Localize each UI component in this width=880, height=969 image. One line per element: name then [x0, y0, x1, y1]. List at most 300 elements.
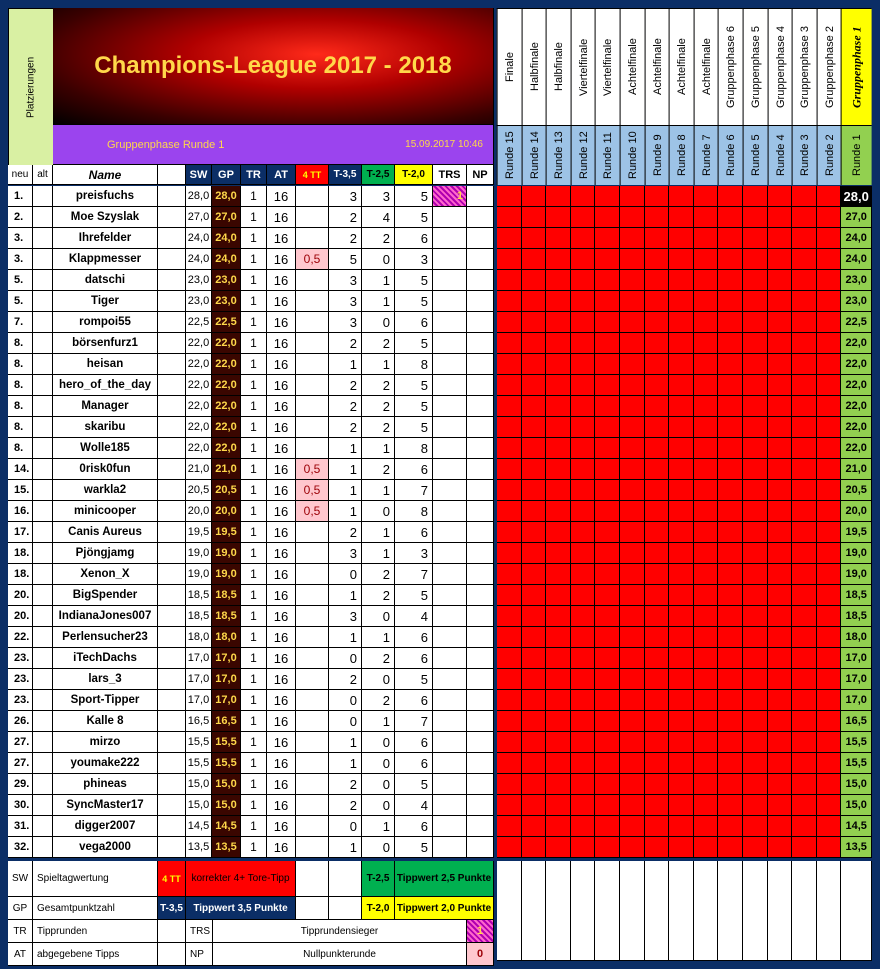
rank: 31. — [8, 816, 33, 837]
t25-value: 1 — [362, 522, 395, 543]
round-cell — [571, 354, 596, 375]
t35-value: 0 — [329, 816, 362, 837]
rank: 26. — [8, 711, 33, 732]
gp-value: 15,0 — [212, 795, 241, 816]
column-header — [158, 165, 186, 185]
player-name[interactable]: Sport-Tipper — [53, 690, 158, 711]
sw-value: 22,0 — [186, 396, 212, 417]
round-cell — [768, 438, 793, 459]
round-cell — [768, 627, 793, 648]
empty-cell — [669, 861, 694, 961]
page-title: Champions-League 2017 - 2018 — [94, 52, 452, 79]
sw-value: 22,5 — [186, 312, 212, 333]
sw-value: 22,0 — [186, 354, 212, 375]
phase-header: Achtelfinale — [620, 8, 645, 125]
round-cell — [718, 375, 743, 396]
tt-value — [296, 291, 329, 312]
player-name[interactable]: datschi — [53, 270, 158, 291]
rank: 32. — [8, 837, 33, 858]
round-cell — [743, 186, 768, 207]
t35-legend-text: Tippwert 3,5 Punkte — [186, 897, 296, 920]
player-name[interactable]: Xenon_X — [53, 564, 158, 585]
round-cell — [497, 312, 522, 333]
np-value — [467, 606, 494, 627]
at-value: 16 — [267, 312, 296, 333]
round-cell — [743, 417, 768, 438]
round-cell — [694, 438, 719, 459]
player-name[interactable]: Wolle185 — [53, 438, 158, 459]
round-cell — [718, 732, 743, 753]
round-cell — [718, 396, 743, 417]
round-cell — [497, 438, 522, 459]
round-cell — [768, 522, 793, 543]
round-cell — [571, 837, 596, 858]
tt-value — [296, 354, 329, 375]
round-cell — [694, 291, 719, 312]
round-cell — [645, 270, 670, 291]
round-cell — [497, 816, 522, 837]
round-cell — [522, 774, 547, 795]
round-cell — [768, 207, 793, 228]
player-name[interactable]: Moe Szyslak — [53, 207, 158, 228]
round-cell — [718, 711, 743, 732]
alt-rank — [33, 543, 53, 564]
at-value: 16 — [267, 585, 296, 606]
phase-header: Achtelfinale — [645, 8, 670, 125]
t25-value: 2 — [362, 459, 395, 480]
tt-value — [296, 627, 329, 648]
gp-value: 18,5 — [212, 585, 241, 606]
round1-score: 23,0 — [841, 291, 872, 312]
player-name[interactable]: börsenfurz1 — [53, 333, 158, 354]
round-cell — [743, 396, 768, 417]
alt-rank — [33, 753, 53, 774]
round-cell — [497, 522, 522, 543]
round-cell — [522, 732, 547, 753]
player-name[interactable]: Canis Aureus — [53, 522, 158, 543]
rank: 20. — [8, 585, 33, 606]
gp-value: 22,0 — [212, 354, 241, 375]
t35-value: 1 — [329, 753, 362, 774]
round-cell — [792, 354, 817, 375]
at-value: 16 — [267, 648, 296, 669]
gp-value: 18,5 — [212, 606, 241, 627]
round-cell — [718, 291, 743, 312]
round1-score: 17,0 — [841, 669, 872, 690]
round-cell — [522, 270, 547, 291]
round-cell — [645, 774, 670, 795]
player-name[interactable]: mirzo — [53, 732, 158, 753]
round-cell — [522, 753, 547, 774]
round-cell — [768, 354, 793, 375]
at-value: 16 — [267, 417, 296, 438]
round-cell — [817, 816, 842, 837]
np-value — [467, 564, 494, 585]
phase-header: Viertelfinale — [595, 8, 620, 125]
np-value — [467, 795, 494, 816]
np-value — [467, 417, 494, 438]
t20-value: 5 — [395, 837, 433, 858]
round-cell — [645, 501, 670, 522]
phase-header: Gruppenphase 1 — [841, 8, 872, 125]
np-value — [467, 627, 494, 648]
round-cell — [497, 774, 522, 795]
round-cell — [768, 480, 793, 501]
round-cell — [768, 669, 793, 690]
t35-value: 2 — [329, 375, 362, 396]
round-cell — [522, 690, 547, 711]
trs-value — [433, 312, 467, 333]
round-cell — [497, 228, 522, 249]
player-name[interactable]: Pjöngjamg — [53, 543, 158, 564]
round-cell — [571, 543, 596, 564]
legend-text: Tipprunden — [33, 920, 158, 943]
round-cell — [620, 522, 645, 543]
rank: 27. — [8, 732, 33, 753]
round-cell — [571, 711, 596, 732]
round-cell — [694, 396, 719, 417]
np-value — [467, 816, 494, 837]
t35-value: 1 — [329, 585, 362, 606]
round-cell — [743, 291, 768, 312]
player-name[interactable]: SyncMaster17 — [53, 795, 158, 816]
player-name[interactable]: iTechDachs — [53, 648, 158, 669]
tt-value — [296, 669, 329, 690]
spacer — [158, 417, 186, 438]
round-cell — [522, 186, 547, 207]
round-cell — [792, 228, 817, 249]
np-value — [467, 186, 494, 207]
round-cell — [694, 522, 719, 543]
round1-score: 19,5 — [841, 522, 872, 543]
round-cell — [743, 774, 768, 795]
player-name[interactable]: lars_3 — [53, 669, 158, 690]
t20-value: 5 — [395, 585, 433, 606]
round-cell — [718, 753, 743, 774]
alt-rank — [33, 291, 53, 312]
round-cell — [694, 312, 719, 333]
legend-text: Spieltagwertung — [33, 861, 158, 897]
player-name[interactable]: Klappmesser — [53, 249, 158, 270]
round-cell — [669, 564, 694, 585]
column-header: T-2,0 — [395, 165, 433, 185]
empty-cell — [497, 861, 522, 961]
alt-rank — [33, 333, 53, 354]
sw-value: 21,0 — [186, 459, 212, 480]
round-cell — [768, 543, 793, 564]
round-cell — [546, 648, 571, 669]
tt-value: 0,5 — [296, 501, 329, 522]
t35-value: 2 — [329, 207, 362, 228]
round-cell — [595, 627, 620, 648]
rank: 23. — [8, 690, 33, 711]
player-name[interactable]: warkla2 — [53, 480, 158, 501]
tt-value — [296, 774, 329, 795]
trs-value — [433, 207, 467, 228]
round-cell — [645, 795, 670, 816]
at-value: 16 — [267, 438, 296, 459]
round-cell — [546, 564, 571, 585]
round-cell — [792, 438, 817, 459]
round-cell — [620, 312, 645, 333]
trs-value — [433, 627, 467, 648]
spacer — [158, 648, 186, 669]
rank: 8. — [8, 438, 33, 459]
round-cell — [497, 480, 522, 501]
round-cell — [571, 669, 596, 690]
at-value: 16 — [267, 270, 296, 291]
t25-value: 1 — [362, 270, 395, 291]
sw-value: 22,0 — [186, 438, 212, 459]
round-cell — [546, 375, 571, 396]
player-name[interactable]: rompoi55 — [53, 312, 158, 333]
round-cell — [669, 690, 694, 711]
t25-value: 2 — [362, 648, 395, 669]
phase-header: Gruppenphase 3 — [792, 8, 817, 125]
tt-value — [296, 207, 329, 228]
player-name[interactable]: hero_of_the_day — [53, 375, 158, 396]
round-cell — [595, 501, 620, 522]
round-cell — [768, 564, 793, 585]
round-cell — [522, 291, 547, 312]
trs-value — [433, 480, 467, 501]
legend-abbr: TRS — [186, 920, 213, 943]
spacer — [158, 522, 186, 543]
t20-value: 5 — [395, 774, 433, 795]
player-name[interactable]: Manager — [53, 396, 158, 417]
sw-value: 22,0 — [186, 417, 212, 438]
round-cell — [571, 228, 596, 249]
player-name[interactable]: phineas — [53, 774, 158, 795]
round-cell — [571, 753, 596, 774]
round-cell — [694, 711, 719, 732]
round-cell — [768, 291, 793, 312]
t25-value: 1 — [362, 543, 395, 564]
round-cell — [817, 207, 842, 228]
t20-value: 6 — [395, 459, 433, 480]
round-cell — [669, 291, 694, 312]
round-cell — [718, 585, 743, 606]
round-cell — [571, 522, 596, 543]
np-value — [467, 669, 494, 690]
round-cell — [522, 522, 547, 543]
player-name[interactable]: Kalle 8 — [53, 711, 158, 732]
round-cell — [522, 543, 547, 564]
tr-value: 1 — [241, 669, 267, 690]
t25-value: 0 — [362, 501, 395, 522]
player-name[interactable]: 0risk0fun — [53, 459, 158, 480]
round-cell — [595, 207, 620, 228]
trs-value — [433, 669, 467, 690]
t25-value: 0 — [362, 312, 395, 333]
t35-value: 2 — [329, 333, 362, 354]
player-name[interactable]: minicooper — [53, 501, 158, 522]
rank: 7. — [8, 312, 33, 333]
round-cell — [792, 375, 817, 396]
tr-value: 1 — [241, 627, 267, 648]
round-cell — [669, 396, 694, 417]
round-cell — [546, 690, 571, 711]
rank: 14. — [8, 459, 33, 480]
round1-score: 22,0 — [841, 417, 872, 438]
round-cell — [792, 711, 817, 732]
round-cell — [817, 270, 842, 291]
empty-cell — [817, 861, 842, 961]
gp-value: 17,0 — [212, 669, 241, 690]
round-cell — [645, 585, 670, 606]
round-cell — [718, 480, 743, 501]
column-header: GP — [212, 165, 241, 185]
tr-value: 1 — [241, 711, 267, 732]
player-name[interactable]: BigSpender — [53, 585, 158, 606]
t35-value: 3 — [329, 312, 362, 333]
t25-legend-text: Tippwert 2,5 Punkte — [395, 861, 494, 897]
round-cell — [620, 795, 645, 816]
at-value: 16 — [267, 459, 296, 480]
round-cell — [546, 732, 571, 753]
spacer — [158, 585, 186, 606]
round-cell — [497, 690, 522, 711]
round-cell — [743, 501, 768, 522]
spacer — [158, 795, 186, 816]
round-cell — [546, 711, 571, 732]
round-cell — [620, 207, 645, 228]
t20-value: 5 — [395, 417, 433, 438]
tr-value: 1 — [241, 564, 267, 585]
round-cell — [768, 711, 793, 732]
player-name[interactable]: heisan — [53, 354, 158, 375]
round-cell — [497, 186, 522, 207]
player-name[interactable]: Ihrefelder — [53, 228, 158, 249]
tt-value — [296, 711, 329, 732]
alt-rank — [33, 774, 53, 795]
sw-value: 15,0 — [186, 795, 212, 816]
round-cell — [718, 606, 743, 627]
at-value: 16 — [267, 333, 296, 354]
np-value — [467, 270, 494, 291]
t20-legend-abbr: T-2,0 — [362, 897, 395, 920]
spacer — [158, 564, 186, 585]
rank: 8. — [8, 417, 33, 438]
phase-header: Viertelfinale — [571, 8, 596, 125]
round1-score: 16,5 — [841, 711, 872, 732]
tr-value: 1 — [241, 501, 267, 522]
empty-cell — [546, 861, 571, 961]
round-cell — [595, 774, 620, 795]
spacer — [158, 920, 186, 943]
sw-value: 19,0 — [186, 564, 212, 585]
player-name[interactable]: IndianaJones007 — [53, 606, 158, 627]
round-cell — [669, 375, 694, 396]
round1-score: 20,0 — [841, 501, 872, 522]
round-cell — [645, 417, 670, 438]
np-value — [467, 732, 494, 753]
subtitle-bar — [53, 125, 494, 165]
rank: 20. — [8, 606, 33, 627]
rank: 5. — [8, 291, 33, 312]
phase-header: Halbfinale — [522, 8, 547, 125]
player-name[interactable]: Perlensucher23 — [53, 627, 158, 648]
column-header: TRS — [433, 165, 467, 185]
t20-legend-text: Tippwert 2,0 Punkte — [395, 897, 494, 920]
player-name[interactable]: digger2007 — [53, 816, 158, 837]
rank: 15. — [8, 480, 33, 501]
round-cell — [620, 480, 645, 501]
round-cell — [546, 312, 571, 333]
at-value: 16 — [267, 543, 296, 564]
round-cell — [571, 186, 596, 207]
player-name[interactable]: vega2000 — [53, 837, 158, 858]
player-name[interactable]: Tiger — [53, 291, 158, 312]
round-cell — [817, 501, 842, 522]
t20-value: 3 — [395, 543, 433, 564]
t25-value: 0 — [362, 753, 395, 774]
player-name[interactable]: preisfuchs — [53, 186, 158, 207]
player-name[interactable]: skaribu — [53, 417, 158, 438]
at-value: 16 — [267, 480, 296, 501]
tt-value — [296, 228, 329, 249]
rank: 17. — [8, 522, 33, 543]
round-cell — [669, 207, 694, 228]
round-cell — [497, 795, 522, 816]
alt-rank — [33, 648, 53, 669]
round-cell — [768, 648, 793, 669]
at-value: 16 — [267, 396, 296, 417]
spacer — [158, 480, 186, 501]
round-cell — [522, 648, 547, 669]
round-cell — [620, 186, 645, 207]
t35-value: 2 — [329, 669, 362, 690]
tt-value — [296, 522, 329, 543]
spacer — [158, 690, 186, 711]
t20-value: 6 — [395, 732, 433, 753]
round-cell — [620, 606, 645, 627]
column-header: T-3,5 — [329, 165, 362, 185]
round-cell — [645, 753, 670, 774]
round-cell — [792, 333, 817, 354]
round-cell — [620, 648, 645, 669]
gp-value: 16,5 — [212, 711, 241, 732]
round-cell — [595, 732, 620, 753]
round-cell — [669, 249, 694, 270]
round-cell — [669, 627, 694, 648]
rank: 16. — [8, 501, 33, 522]
rank: 1. — [8, 186, 33, 207]
round-cell — [571, 690, 596, 711]
alt-rank — [33, 501, 53, 522]
round-cell — [522, 480, 547, 501]
round-header: Runde 7 — [694, 125, 719, 185]
t35-value: 1 — [329, 480, 362, 501]
round-cell — [645, 207, 670, 228]
round-cell — [743, 690, 768, 711]
round-cell — [817, 711, 842, 732]
round-cell — [669, 753, 694, 774]
round-cell — [694, 207, 719, 228]
round-header: Runde 13 — [546, 125, 571, 185]
player-name[interactable]: youmake222 — [53, 753, 158, 774]
tr-value: 1 — [241, 585, 267, 606]
round-cell — [694, 795, 719, 816]
round-cell — [522, 606, 547, 627]
round-cell — [817, 396, 842, 417]
round-cell — [792, 627, 817, 648]
round-cell — [768, 417, 793, 438]
at-value: 16 — [267, 690, 296, 711]
spacer — [158, 816, 186, 837]
round-cell — [571, 564, 596, 585]
round-cell — [768, 816, 793, 837]
